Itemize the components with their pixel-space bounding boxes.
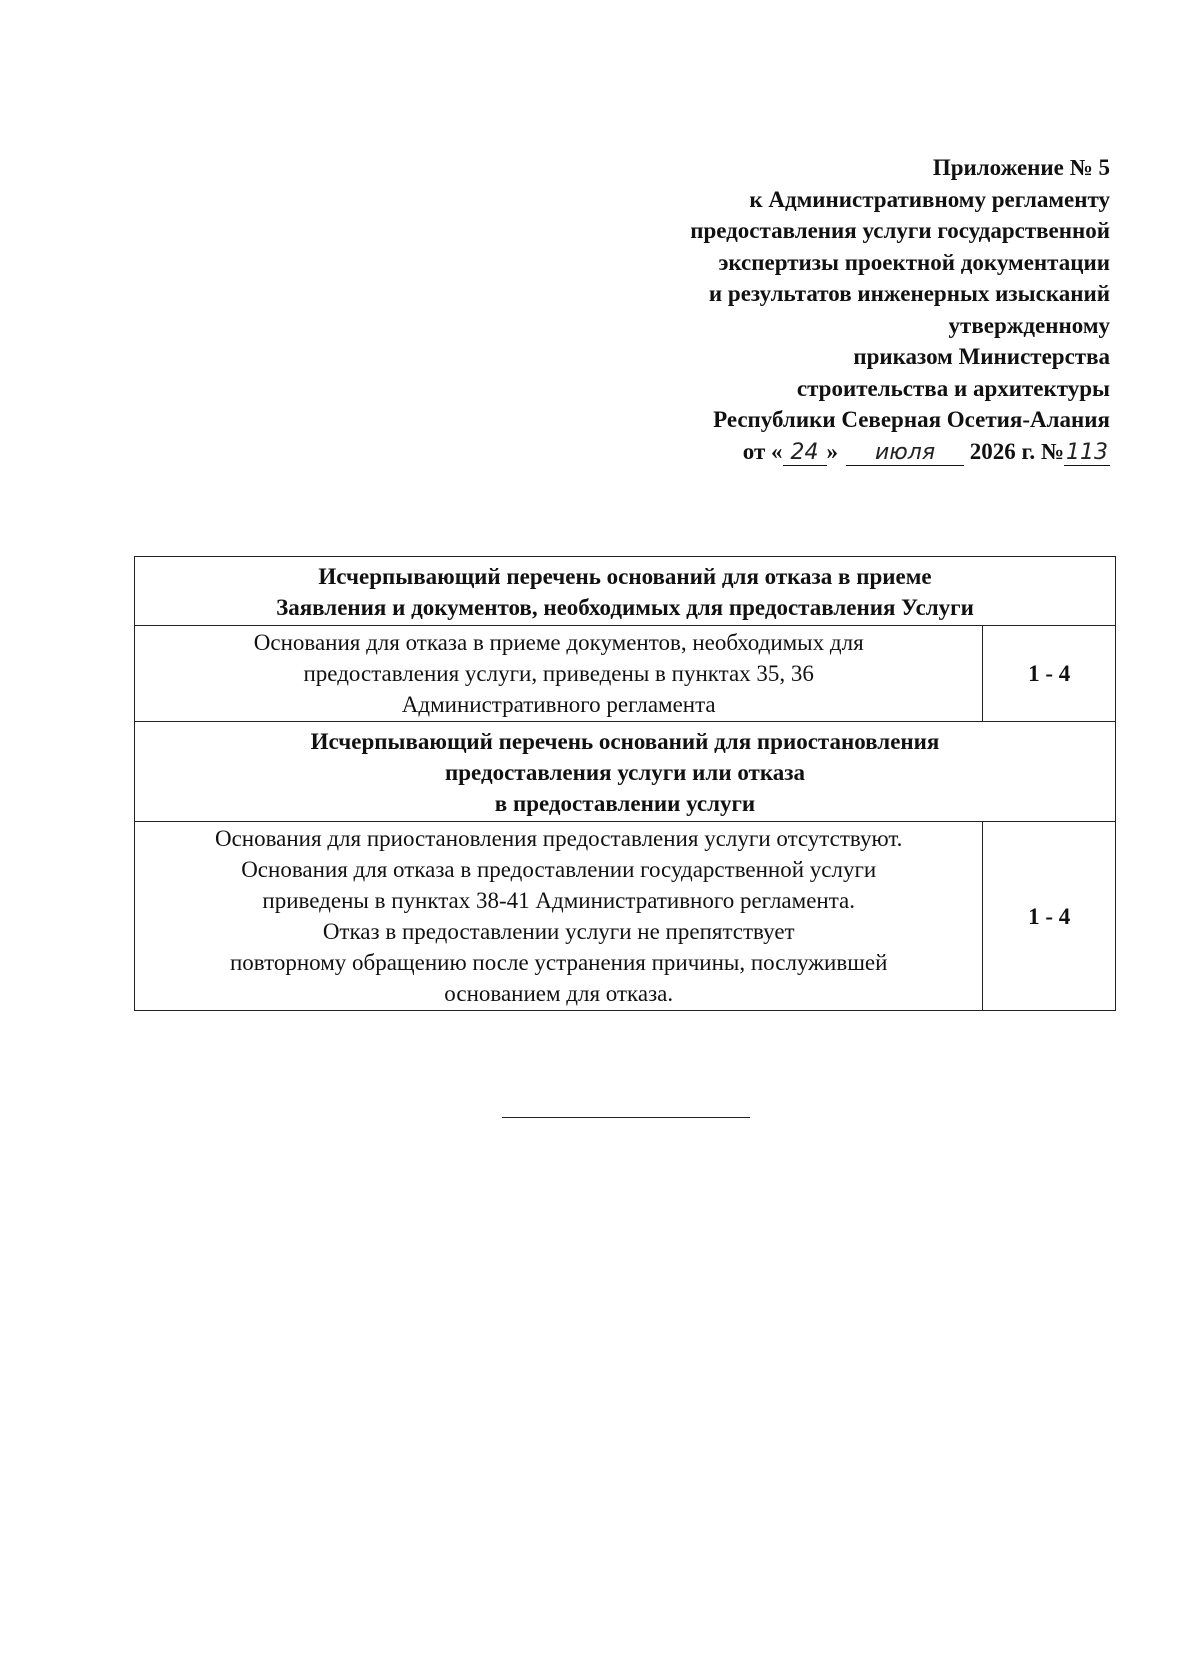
heading-line: Заявления и документов, необходимых для предоставления Услуги bbox=[276, 595, 974, 620]
basis-line: приведены в пунктах 38-41 Административного регламента. bbox=[262, 888, 855, 913]
table-row bbox=[135, 626, 1116, 722]
basis-line: Основания для приостановления предоставления услуги отсутствуют. bbox=[214, 826, 903, 851]
grounds-table bbox=[134, 556, 1116, 1011]
heading-line: Исчерпывающий перечень оснований для приостановления bbox=[310, 729, 940, 754]
appendix-header bbox=[550, 152, 1110, 467]
appendix-line: предоставления услуги государственной bbox=[690, 218, 1110, 243]
range-cell: 1 - 4 bbox=[983, 822, 1116, 1011]
date-year: 2026 г. № bbox=[969, 438, 1064, 464]
handwritten-order-number: 113 bbox=[1066, 439, 1108, 465]
section-heading-suspension-refusal bbox=[135, 722, 1116, 822]
basis-line: повторному обращению после устранения причины, послужившей bbox=[229, 950, 888, 975]
handwritten-day: 24 bbox=[783, 441, 827, 466]
range-cell: 1 - 4 bbox=[983, 626, 1116, 722]
basis-line: Административного регламента bbox=[401, 692, 716, 717]
table-row bbox=[135, 557, 1116, 626]
date-prefix: от « bbox=[742, 438, 783, 464]
basis-line: Отказ в предоставлении услуги не препятствует bbox=[322, 919, 795, 944]
end-of-document-rule bbox=[502, 1117, 750, 1118]
appendix-line: экспертизы проектной документации bbox=[718, 249, 1110, 275]
basis-line: основанием для отказа. bbox=[444, 981, 674, 1006]
appendix-line: строительства и архитектуры bbox=[796, 375, 1110, 401]
handwritten-month: июля bbox=[846, 441, 964, 466]
appendix-line: к Административному регламенту bbox=[749, 186, 1110, 212]
basis-cell bbox=[135, 822, 983, 1011]
basis-line: Основания для отказа в предоставлении государственной услуги bbox=[241, 857, 877, 882]
appendix-title: Приложение № 5 bbox=[932, 155, 1110, 180]
section-heading-refusal-acceptance bbox=[135, 557, 1116, 626]
heading-line: в предоставлении услуги bbox=[494, 791, 756, 816]
order-date-line bbox=[550, 436, 1110, 468]
basis-line: Основания для отказа в приеме документов, необходимых для bbox=[253, 630, 864, 655]
appendix-line: Республики Северная Осетия-Алания bbox=[713, 407, 1110, 432]
table-row bbox=[135, 722, 1116, 822]
heading-line: Исчерпывающий перечень оснований для отказа в приеме bbox=[318, 564, 932, 589]
basis-line: предоставления услуги, приведены в пунктах 35, 36 bbox=[303, 661, 814, 686]
date-close-quote: » bbox=[826, 438, 839, 464]
appendix-line: и результатов инженерных изысканий bbox=[708, 281, 1110, 306]
table-row bbox=[135, 822, 1116, 1011]
heading-line: предоставления услуги или отказа bbox=[445, 760, 805, 785]
appendix-line: утвержденному bbox=[948, 312, 1110, 338]
appendix-line: приказом Министерства bbox=[853, 344, 1110, 369]
basis-cell bbox=[135, 626, 983, 722]
